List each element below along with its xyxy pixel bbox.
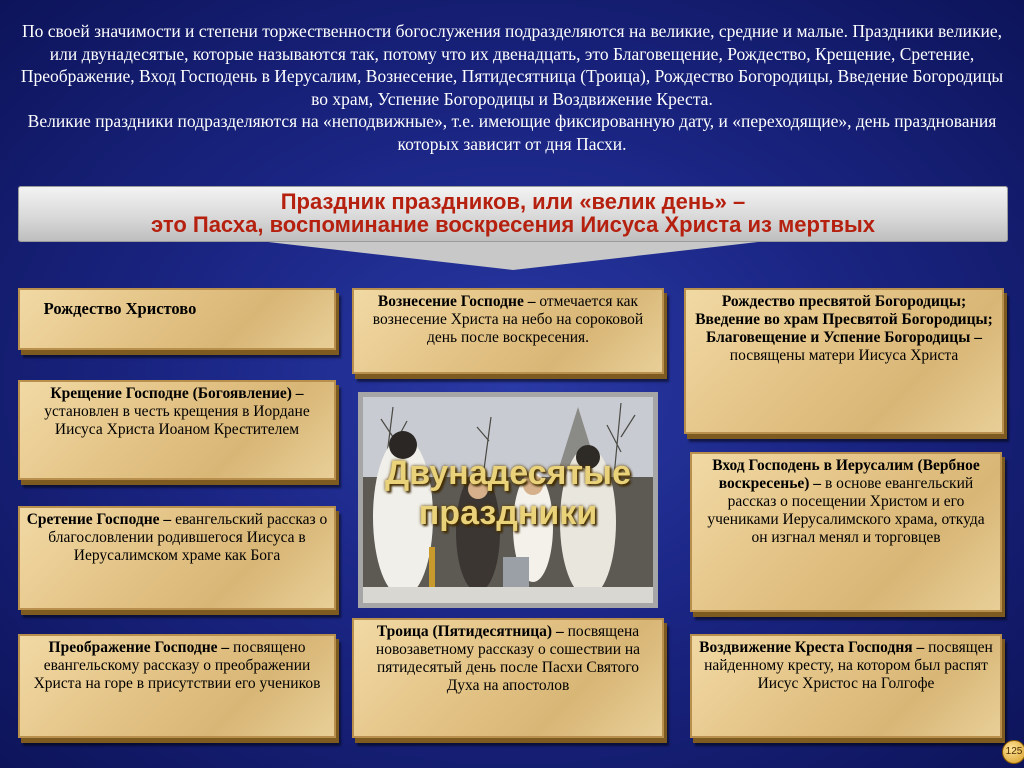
card-kreshchenie-text: установлен в честь крещения в Иордане Иисуса Христа Иоаном Крестителем [44, 403, 310, 438]
card-preobrazhenie-text: посвящено евангельскому рассказу о преображении Христа на горе в присутствии его учеников [33, 639, 321, 692]
page-number-badge: 125 [1002, 740, 1024, 764]
card-troitsa-title: Троица (Пятидесятница) – [376, 623, 564, 640]
card-vkhod [690, 452, 1002, 612]
card-vozdvizhenie-text: посвящен найденному кресту, на котором был распят Иисус Христос на Голгофе [704, 639, 993, 692]
card-troitsa-text: посвящена новозаветному рассказу о сошествии на пятидесятый день после Пасхи Святого Духа на апостолов [375, 623, 641, 694]
card-troitsa [352, 618, 664, 738]
card-vkhod-title: Вход Господень в Иерусалим (Вербное воскресенье) – [712, 457, 980, 492]
card-bogoroditsa-text: посвящены матери Иисуса Христа [729, 347, 959, 364]
card-sretenie-text: евангельский рассказ о благословлении родившегося Иисуса в Иерусалимском храме как Бога [48, 511, 328, 564]
card-sretenie-title: Сретение Господне – [26, 511, 172, 528]
banner-line-1: Праздник праздников, или «велик день» – [280, 189, 746, 214]
card-kreshchenie [18, 380, 336, 480]
card-rozhdestvo-title: Рождество Христово [43, 299, 197, 318]
card-vkhod-text: в основе евангельский рассказ о посещении Христом и его учениками Иерусалимского храма, откуда он изгнал менял и торговцев [707, 475, 985, 546]
card-kreshchenie-title: Крещение Господне (Богоявление) – [50, 385, 304, 402]
card-rozhdestvo [18, 288, 336, 350]
easter-banner [18, 186, 1008, 256]
card-voznesenie-text: отмечается как вознесение Христа на небо на сороковой день после воскресения. [372, 293, 644, 346]
photo-title-line-2: праздники [418, 494, 598, 532]
card-preobrazhenie-title: Преображение Господне – [48, 639, 230, 656]
liturgy-photo [358, 392, 658, 608]
card-bogoroditsa [684, 288, 1004, 434]
card-vozdvizhenie [690, 634, 1002, 738]
intro-paragraph-1: По своей значимости и степени торжественности богослужения подразделяются на великие, средние и малые. Праздники великие, или двунадесятые, которые называются так, потому что их двенадцать, это Благовещение, Рождество, Крещение, Сретение, Преображение, Вход Господень в Иерусалим, Вознесение, Пятидесятница (Троица), Рождество Богородицы, Введение Богородицы во храм, Успение Богородицы и Воздвижение Креста. [20, 21, 1004, 109]
card-voznesenie-title: Вознесение Господне – [377, 293, 536, 310]
card-voznesenie [352, 288, 664, 374]
card-preobrazhenie [18, 634, 336, 738]
card-sretenie [18, 506, 336, 610]
photo-title-line-1: Двунадесятые [384, 454, 632, 492]
banner-arrow [268, 242, 758, 270]
banner-line-2: это Пасха, воспоминание воскресения Иисуса Христа из мертвых [150, 212, 876, 237]
card-bogoroditsa-title: Рождество пресвятой Богородицы; Введение во храм Пресвятой Богородицы; Благовещение и Успение Богородицы – [695, 293, 993, 346]
banner-title [18, 190, 1008, 236]
card-vozdvizhenie-title: Воздвижение Креста Господня – [699, 639, 925, 656]
intro-text [14, 20, 1010, 155]
photo-title [363, 453, 653, 533]
intro-paragraph-2: Великие праздники подразделяются на «неподвижные», т.е. имеющие фиксированную дату, и «переходящие», день празднования которых зависит от дня Пасхи. [27, 111, 997, 154]
